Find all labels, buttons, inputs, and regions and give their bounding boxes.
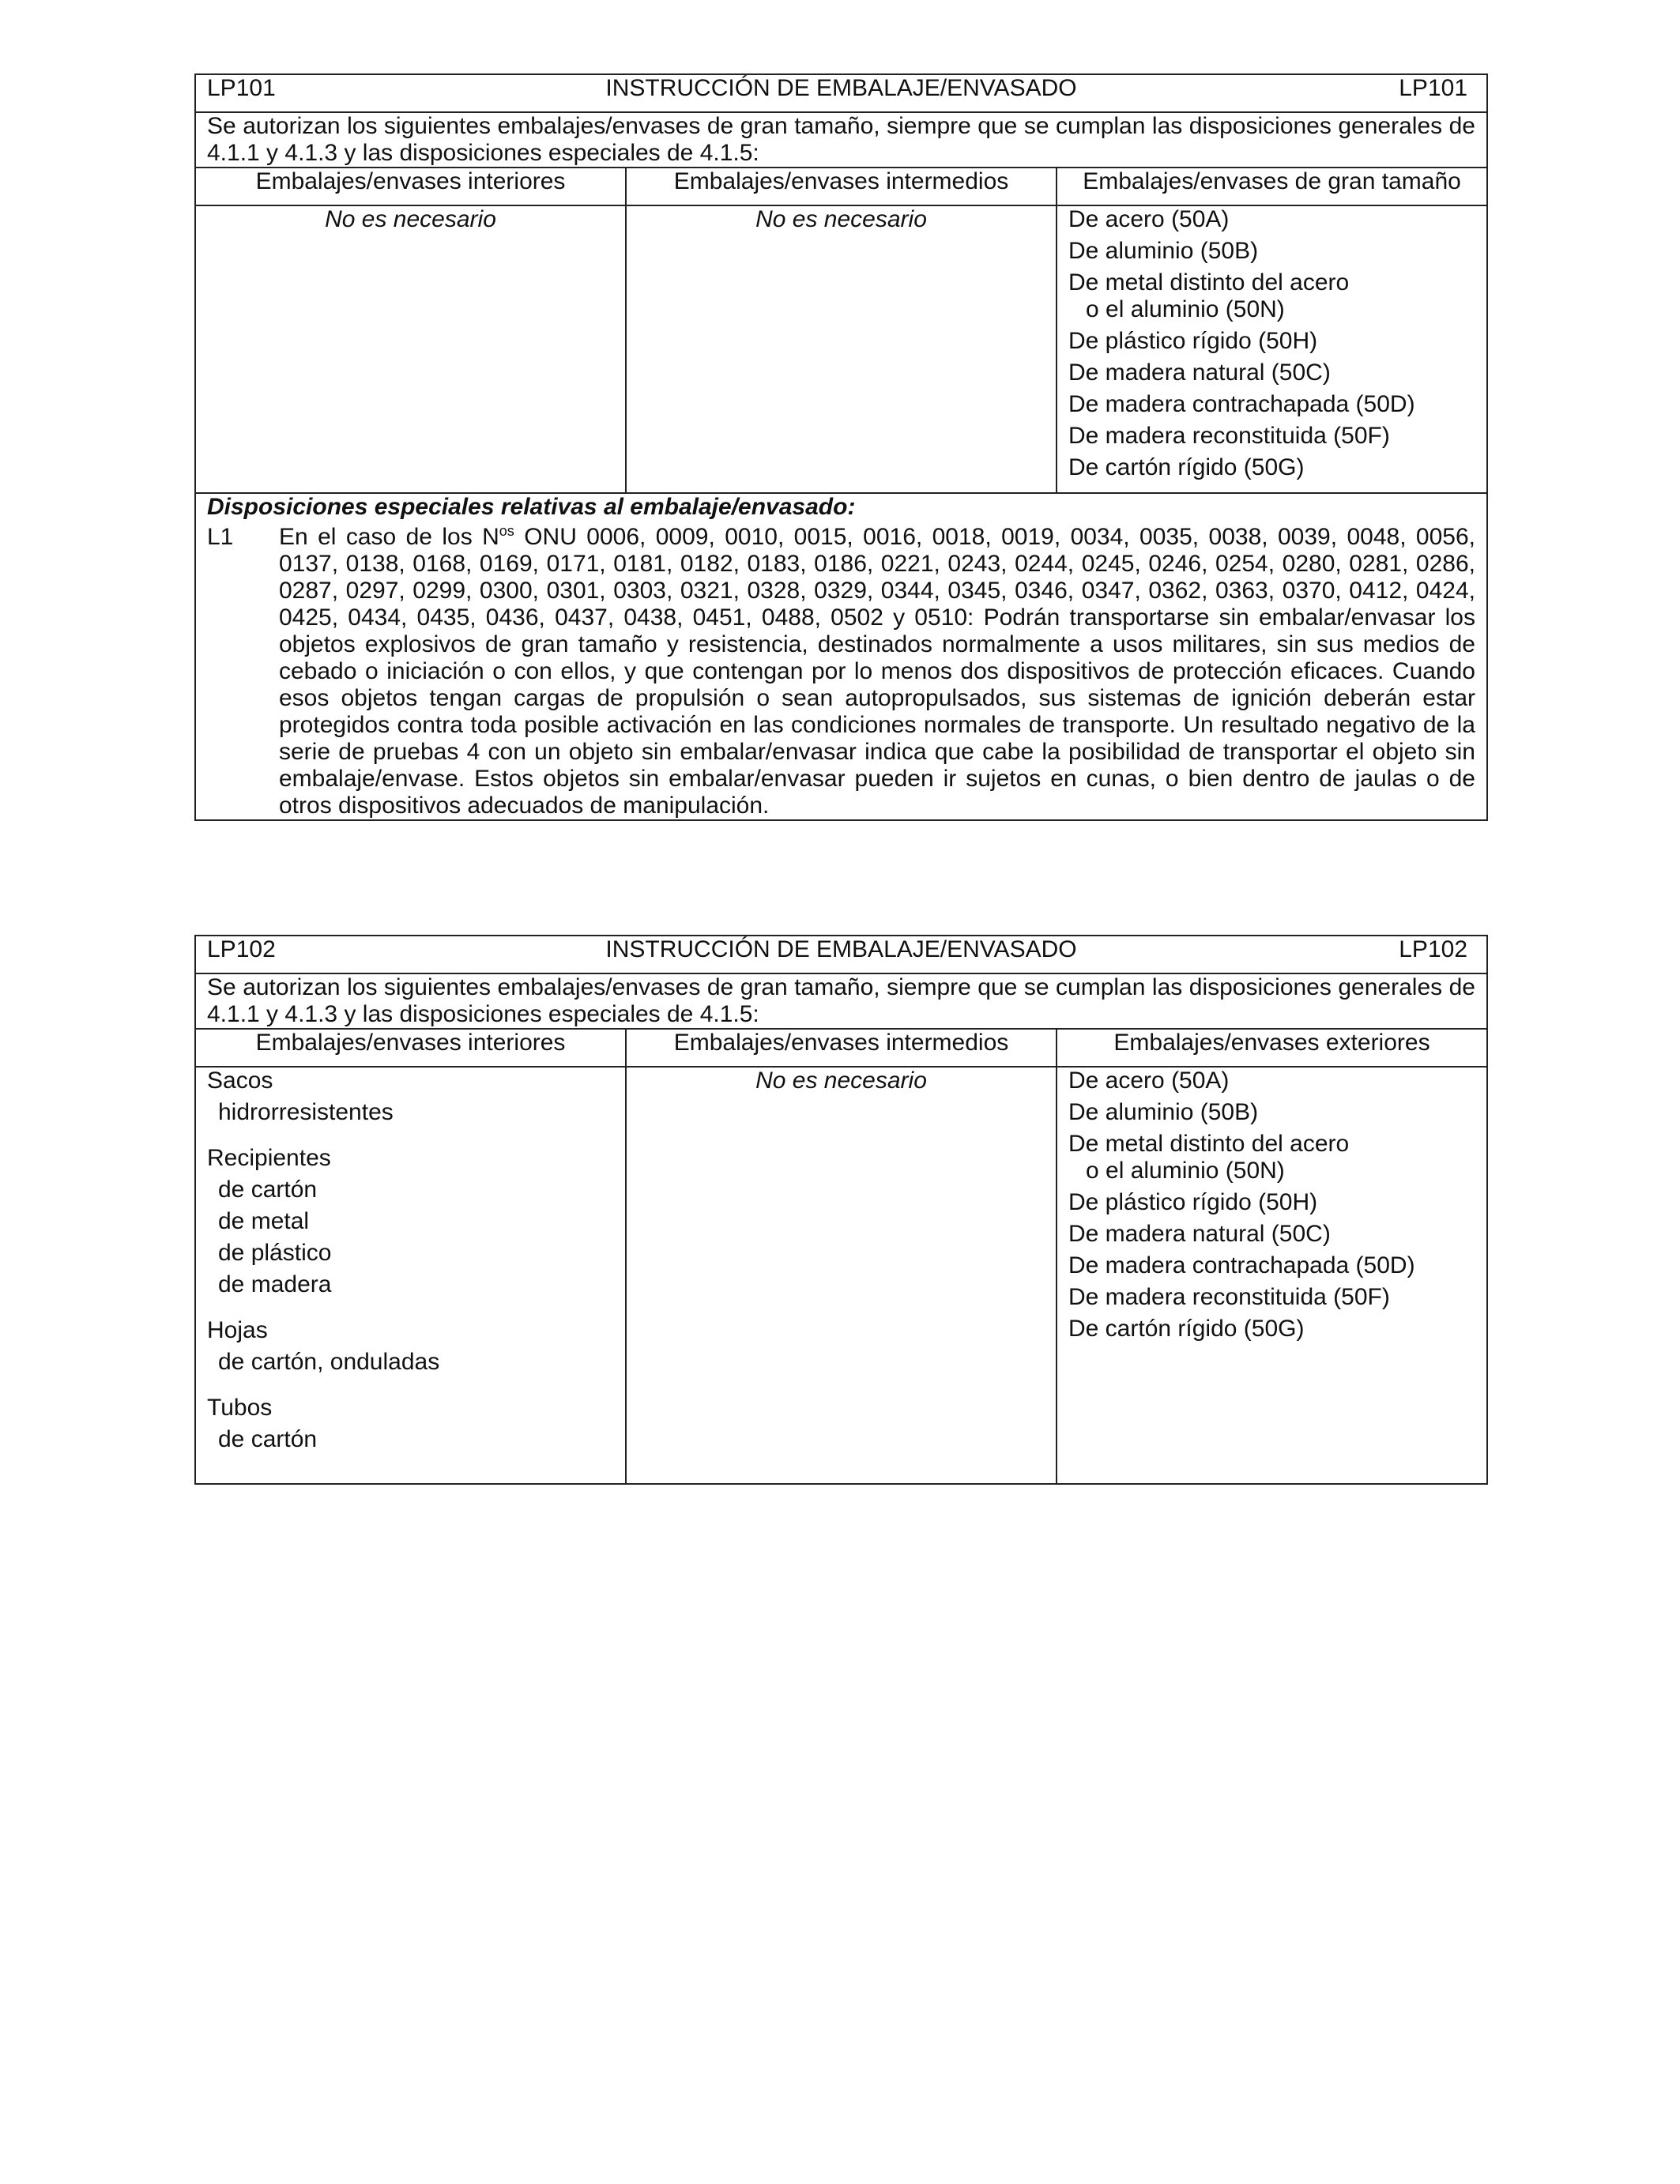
- lp101-large-list: [1057, 205, 1487, 493]
- lp102-code-left: LP102: [207, 936, 276, 962]
- list-item: De acero (50A): [1068, 206, 1230, 232]
- lp102-outer-list: [1057, 1067, 1487, 1484]
- lp102-intermediate-value: No es necesario: [626, 1067, 1057, 1484]
- group-head-tubos: Tubos: [207, 1395, 273, 1421]
- lp101-body-row: [195, 205, 1487, 493]
- list-item: hidrorresistentes: [218, 1099, 394, 1125]
- lp101-column-headers: [195, 168, 1487, 205]
- provision-text-a: En el caso de los N: [279, 524, 499, 550]
- lp101-title: INSTRUCCIÓN DE EMBALAJE/ENVASADO: [605, 75, 1077, 101]
- provision-text-b: ONU 0006, 0009, 0010, 0015, 0016, 0018, 0019, 0034, 0035, 0038, 0039, 0048, 0056, 0137, 0138, 0168, 0169, 0171, 0181, 0182, 0183, 0186, 0221, 0243, 0244, 0245, 0246, 0254, 0280, 0281, 0286, 0287, 0297, 0299, 0300, 0301, 0303, 0321, 0328, 0329, 0344, 0345, 0346, 0347, 0362, 0363, 0370, 0412, 0424, 0425, 0434, 0435, 0436, 0437, 0438, 0451, 0488, 0502 y 0510: Podrán transportarse sin embalar/envasar los objetos explosivos de gran tamaño y resistencia, destinados normalmente a usos militares, sin sus medios de cebado o iniciación o con ellos, y que contengan por lo menos dos dispositivos de protección eficaces. Cuando esos objetos tengan cargas de propulsión o sean autopropulsados, sus sistemas de ignición deberán estar protegidos contra toda posible activación en las condiciones normales de transporte. Un resultado negativo de la serie de pruebas 4 con un objeto sin embalar/envasar indica que cabe la posibilidad de transportar el objeto sin embalaje/envase. Estos objetos sin embalar/envasar pueden ir sujetos en cunas, o bien dentro de jaulas o de otros dispositivos adecuados de manipulación.: [279, 524, 1475, 819]
- list-item: de metal: [218, 1208, 310, 1234]
- list-item: De metal distinto del acero: [1068, 269, 1350, 296]
- lp102-col-inner-header: Embalajes/envases interiores: [195, 1029, 626, 1067]
- lp102-title: INSTRUCCIÓN DE EMBALAJE/ENVASADO: [605, 936, 1077, 962]
- lp102-column-headers: [195, 1029, 1487, 1067]
- group-head-sacos: Sacos: [207, 1068, 273, 1094]
- lp101-intro-row: [195, 112, 1487, 168]
- list-item: de cartón: [218, 1426, 318, 1452]
- list-item: De metal distinto del acero: [1068, 1131, 1350, 1157]
- list-item: De madera reconstituida (50F): [1068, 1284, 1390, 1310]
- list-item: De madera natural (50C): [1068, 1221, 1331, 1247]
- lp101-special-provisions: [195, 493, 1487, 820]
- list-item: De plástico rígido (50H): [1068, 328, 1318, 354]
- lp102-code-right: LP102: [1399, 936, 1467, 962]
- lp101-intro: Se autorizan los siguientes embalajes/envases de gran tamaño, siempre que se cumplan las disposiciones generales de 4.1.1 y 4.1.3 y las disposiciones especiales de 4.1.5:: [195, 112, 1487, 168]
- lp101-intermediate-value: No es necesario: [626, 205, 1057, 493]
- group-head-recipientes: Recipientes: [207, 1145, 331, 1171]
- list-item: De madera contrachapada (50D): [1068, 1252, 1415, 1278]
- lp101-title-row: [195, 74, 1487, 112]
- list-item: o el aluminio (50N): [1086, 1158, 1285, 1184]
- lp102-intro: Se autorizan los siguientes embalajes/envases de gran tamaño, siempre que se cumplan las disposiciones generales de 4.1.1 y 4.1.3 y las disposiciones especiales de 4.1.5:: [195, 973, 1487, 1029]
- list-item: De cartón rígido (50G): [1068, 454, 1305, 480]
- list-item: De madera reconstituida (50F): [1068, 423, 1390, 449]
- packing-instruction-lp101: [194, 73, 1488, 821]
- provision-text: [279, 524, 1475, 819]
- group-head-hojas: Hojas: [207, 1317, 268, 1343]
- packing-instruction-lp102: [194, 935, 1488, 1485]
- list-item: de cartón: [218, 1177, 318, 1203]
- lp101-code-right: LP101: [1399, 75, 1467, 101]
- lp101-inner-value: No es necesario: [195, 205, 626, 493]
- lp102-title-row: [195, 936, 1487, 973]
- lp101-col-large-header: Embalajes/envases de gran tamaño: [1057, 168, 1487, 205]
- list-item: De cartón rígido (50G): [1068, 1316, 1305, 1342]
- list-item: de cartón, onduladas: [218, 1349, 440, 1375]
- list-item: De aluminio (50B): [1068, 1099, 1259, 1125]
- list-item: o el aluminio (50N): [1086, 296, 1285, 322]
- lp101-special-title: Disposiciones especiales relativas al embalaje/envasado:: [207, 494, 856, 520]
- list-item: de plástico: [218, 1240, 332, 1266]
- lp101-provision-l1: [207, 524, 1475, 819]
- list-item: De acero (50A): [1068, 1068, 1230, 1094]
- list-item: De madera contrachapada (50D): [1068, 391, 1415, 417]
- lp102-inner-list: [195, 1067, 626, 1484]
- lp102-body-row: [195, 1067, 1487, 1484]
- lp102-col-outer-header: Embalajes/envases exteriores: [1057, 1029, 1487, 1067]
- provision-code: L1: [207, 524, 234, 550]
- lp102-col-intermediate-header: Embalajes/envases intermedios: [626, 1029, 1057, 1067]
- lp101-code-left: LP101: [207, 75, 276, 101]
- list-item: De plástico rígido (50H): [1068, 1189, 1318, 1215]
- lp101-col-intermediate-header: Embalajes/envases intermedios: [626, 168, 1057, 205]
- list-item: De madera natural (50C): [1068, 360, 1331, 386]
- lp101-col-inner-header: Embalajes/envases interiores: [195, 168, 626, 205]
- lp102-intro-row: [195, 973, 1487, 1029]
- provision-sup: os: [499, 523, 514, 539]
- list-item: de madera: [218, 1271, 332, 1297]
- list-item: De aluminio (50B): [1068, 238, 1259, 264]
